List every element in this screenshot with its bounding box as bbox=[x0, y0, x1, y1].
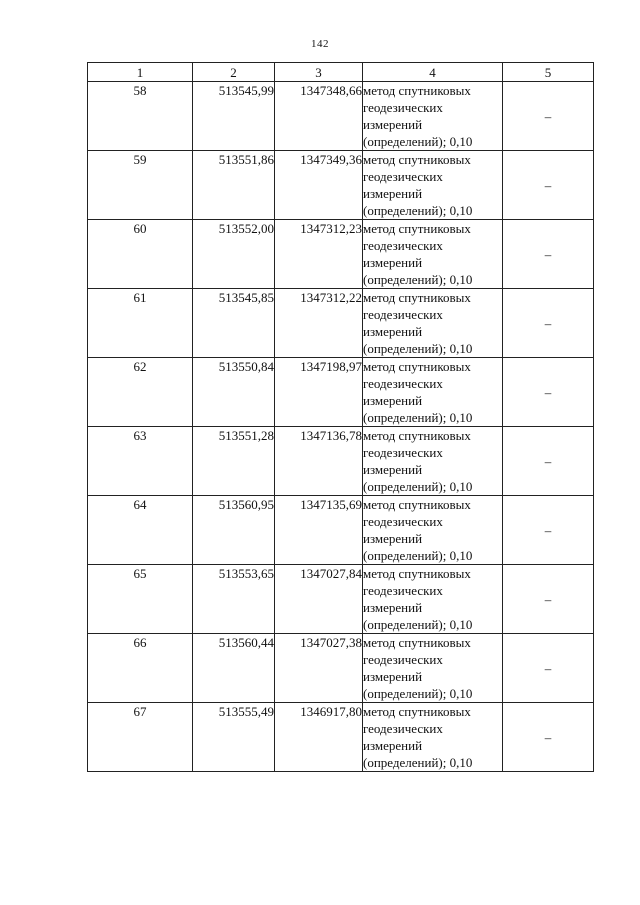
table-row bbox=[88, 565, 594, 634]
description-cell: – bbox=[503, 220, 594, 289]
method-line-3: измерений bbox=[363, 393, 423, 408]
method-line-4: (определений); 0,10 bbox=[363, 479, 473, 494]
method-cell bbox=[363, 220, 503, 289]
table-row bbox=[88, 496, 594, 565]
table-row bbox=[88, 703, 594, 772]
y-coordinate-cell: 1347348,66 bbox=[275, 82, 363, 151]
method-cell bbox=[363, 82, 503, 151]
method-line-1: метод спутниковых bbox=[363, 704, 471, 719]
method-line-4: (определений); 0,10 bbox=[363, 755, 473, 770]
method-line-2: геодезических bbox=[363, 652, 443, 667]
x-coordinate-cell: 513560,95 bbox=[193, 496, 275, 565]
table-row bbox=[88, 634, 594, 703]
method-line-3: измерений bbox=[363, 186, 423, 201]
method-line-1: метод спутниковых bbox=[363, 83, 471, 98]
method-line-3: измерений bbox=[363, 117, 423, 132]
y-coordinate-cell: 1347312,22 bbox=[275, 289, 363, 358]
point-number-cell: 64 bbox=[88, 496, 193, 565]
y-coordinate-cell: 1346917,80 bbox=[275, 703, 363, 772]
table-row bbox=[88, 220, 594, 289]
x-coordinate-cell: 513545,85 bbox=[193, 289, 275, 358]
header-col-1: 1 bbox=[88, 63, 193, 82]
method-line-3: измерений bbox=[363, 255, 423, 270]
method-line-4: (определений); 0,10 bbox=[363, 686, 473, 701]
x-coordinate-cell: 513555,49 bbox=[193, 703, 275, 772]
method-line-4: (определений); 0,10 bbox=[363, 548, 473, 563]
description-cell: – bbox=[503, 82, 594, 151]
method-line-3: измерений bbox=[363, 531, 423, 546]
x-coordinate-cell: 513560,44 bbox=[193, 634, 275, 703]
table-row bbox=[88, 289, 594, 358]
method-line-2: геодезических bbox=[363, 100, 443, 115]
method-cell bbox=[363, 634, 503, 703]
table-row bbox=[88, 151, 594, 220]
method-line-2: геодезических bbox=[363, 307, 443, 322]
description-cell: – bbox=[503, 289, 594, 358]
method-line-3: измерений bbox=[363, 324, 423, 339]
method-cell bbox=[363, 289, 503, 358]
x-coordinate-cell: 513552,00 bbox=[193, 220, 275, 289]
table-body bbox=[88, 82, 594, 772]
y-coordinate-cell: 1347135,69 bbox=[275, 496, 363, 565]
method-line-3: измерений bbox=[363, 738, 423, 753]
method-cell bbox=[363, 703, 503, 772]
description-cell: – bbox=[503, 427, 594, 496]
method-line-2: геодезических bbox=[363, 445, 443, 460]
table-row bbox=[88, 358, 594, 427]
description-cell: – bbox=[503, 565, 594, 634]
table-row bbox=[88, 82, 594, 151]
description-cell: – bbox=[503, 634, 594, 703]
method-line-4: (определений); 0,10 bbox=[363, 272, 473, 287]
description-cell: – bbox=[503, 496, 594, 565]
method-line-1: метод спутниковых bbox=[363, 290, 471, 305]
x-coordinate-cell: 513551,86 bbox=[193, 151, 275, 220]
method-line-1: метод спутниковых bbox=[363, 635, 471, 650]
x-coordinate-cell: 513545,99 bbox=[193, 82, 275, 151]
method-line-4: (определений); 0,10 bbox=[363, 203, 473, 218]
header-col-2: 2 bbox=[193, 63, 275, 82]
method-cell bbox=[363, 358, 503, 427]
point-number-cell: 62 bbox=[88, 358, 193, 427]
y-coordinate-cell: 1347198,97 bbox=[275, 358, 363, 427]
method-cell bbox=[363, 151, 503, 220]
method-line-1: метод спутниковых bbox=[363, 359, 471, 374]
table-row bbox=[88, 427, 594, 496]
method-line-2: геодезических bbox=[363, 376, 443, 391]
method-line-1: метод спутниковых bbox=[363, 428, 471, 443]
method-line-2: геодезических bbox=[363, 514, 443, 529]
method-cell bbox=[363, 496, 503, 565]
description-cell: – bbox=[503, 703, 594, 772]
method-line-2: геодезических bbox=[363, 583, 443, 598]
y-coordinate-cell: 1347349,36 bbox=[275, 151, 363, 220]
method-line-3: измерений bbox=[363, 600, 423, 615]
method-line-1: метод спутниковых bbox=[363, 566, 471, 581]
y-coordinate-cell: 1347136,78 bbox=[275, 427, 363, 496]
y-coordinate-cell: 1347027,38 bbox=[275, 634, 363, 703]
point-number-cell: 63 bbox=[88, 427, 193, 496]
x-coordinate-cell: 513551,28 bbox=[193, 427, 275, 496]
header-row bbox=[88, 63, 594, 82]
point-number-cell: 61 bbox=[88, 289, 193, 358]
header-col-5: 5 bbox=[503, 63, 594, 82]
point-number-cell: 67 bbox=[88, 703, 193, 772]
point-number-cell: 59 bbox=[88, 151, 193, 220]
page-number: 142 bbox=[311, 38, 329, 50]
method-line-3: измерений bbox=[363, 669, 423, 684]
description-cell: – bbox=[503, 358, 594, 427]
method-line-4: (определений); 0,10 bbox=[363, 617, 473, 632]
header-col-4: 4 bbox=[363, 63, 503, 82]
method-cell bbox=[363, 565, 503, 634]
method-cell bbox=[363, 427, 503, 496]
method-line-2: геодезических bbox=[363, 169, 443, 184]
point-number-cell: 66 bbox=[88, 634, 193, 703]
y-coordinate-cell: 1347027,84 bbox=[275, 565, 363, 634]
x-coordinate-cell: 513553,65 bbox=[193, 565, 275, 634]
method-line-4: (определений); 0,10 bbox=[363, 410, 473, 425]
y-coordinate-cell: 1347312,23 bbox=[275, 220, 363, 289]
method-line-4: (определений); 0,10 bbox=[363, 134, 473, 149]
method-line-2: геодезических bbox=[363, 238, 443, 253]
method-line-2: геодезических bbox=[363, 721, 443, 736]
method-line-1: метод спутниковых bbox=[363, 221, 471, 236]
method-line-1: метод спутниковых bbox=[363, 152, 471, 167]
x-coordinate-cell: 513550,84 bbox=[193, 358, 275, 427]
table-header bbox=[88, 63, 594, 82]
header-col-3: 3 bbox=[275, 63, 363, 82]
point-number-cell: 60 bbox=[88, 220, 193, 289]
method-line-4: (определений); 0,10 bbox=[363, 341, 473, 356]
method-line-1: метод спутниковых bbox=[363, 497, 471, 512]
description-cell: – bbox=[503, 151, 594, 220]
point-number-cell: 65 bbox=[88, 565, 193, 634]
point-number-cell: 58 bbox=[88, 82, 193, 151]
method-line-3: измерений bbox=[363, 462, 423, 477]
coordinates-table bbox=[87, 62, 594, 772]
